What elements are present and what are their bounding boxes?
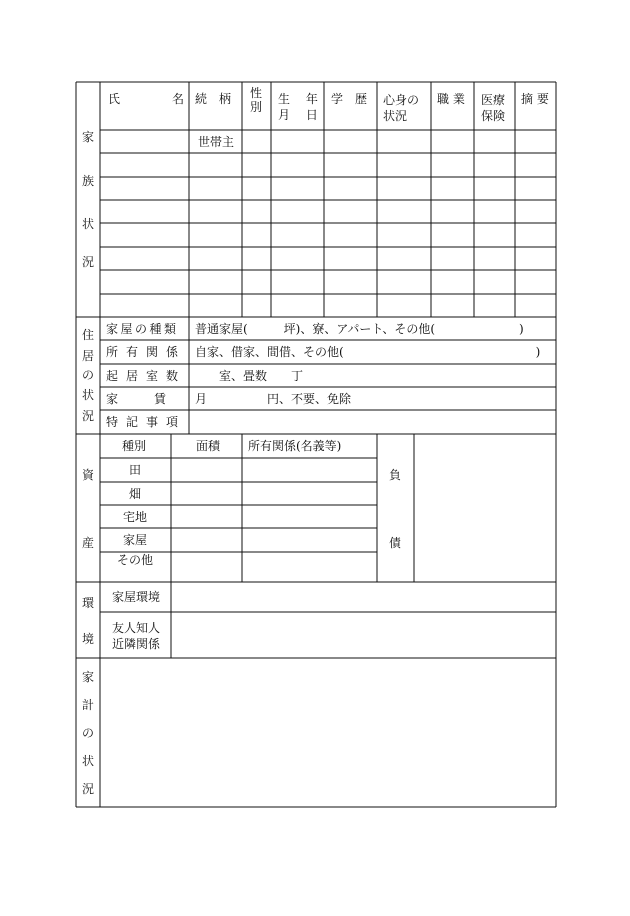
assets-kind-rice-field: 田 [129, 463, 142, 477]
budget-section-label-1: 家 [81, 670, 94, 684]
header-dob-b: 月 日 [278, 108, 318, 122]
housing-section-label-3: の [81, 368, 94, 382]
assets-header-area: 面積 [196, 439, 221, 453]
housing-key-type: 家屋の種類 [106, 322, 179, 336]
header-relation: 続 柄 [195, 92, 232, 106]
assets-section-label-2: 産 [81, 536, 94, 550]
environment-neighbors: 友人知人 近隣関係 [112, 621, 161, 651]
housing-key-rooms: 起居室数 [106, 369, 187, 383]
assets-kind-dry-field: 畑 [129, 487, 142, 501]
relation-householder: 世帯主 [198, 135, 235, 149]
budget-section-label-5: 況 [81, 782, 94, 796]
housing-key-ownership: 所有関係 [106, 345, 187, 359]
assets-kind-house: 家屋 [123, 533, 148, 547]
assets-header-kind: 種別 [122, 439, 147, 453]
housing-value-ownership: 自家、借家、間借、その他( ) [195, 345, 541, 359]
environment-section-label-2: 境 [81, 632, 94, 646]
assets-section-label-1: 資 [81, 468, 94, 482]
family-section-label-4: 況 [81, 255, 94, 269]
environment-section-label-1: 環 [81, 596, 94, 610]
debt-label-2: 債 [388, 536, 401, 550]
family-section-label-1: 家 [81, 130, 94, 144]
assets-header-ownership: 所有関係(名義等) [248, 439, 342, 453]
housing-value-rent: 月 円、不要、免除 [195, 392, 352, 406]
budget-section-label-4: 状 [81, 754, 94, 768]
environment-house: 家屋環境 [112, 590, 161, 604]
assets-kind-other: その他 [117, 553, 154, 567]
housing-section-label-2: 居 [81, 349, 94, 363]
assets-kind-residential-land: 宅地 [123, 510, 148, 524]
header-sex: 性 別 [250, 86, 263, 114]
housing-section-label-1: 住 [81, 328, 94, 342]
housing-value-rooms: 室、畳数 丁 [195, 369, 304, 383]
family-section-label-2: 族 [81, 174, 94, 188]
header-name-a: 氏 [108, 92, 121, 106]
housing-key-remarks: 特記事項 [106, 415, 187, 429]
header-job: 職 業 [437, 92, 465, 106]
family-section-label-3: 状 [81, 217, 94, 231]
header-insurance: 医療 保険 [481, 93, 506, 123]
housing-section-label-5: 況 [81, 409, 94, 423]
budget-section-label-3: の [81, 726, 94, 740]
budget-section-label-2: 計 [81, 698, 94, 712]
header-health: 心身の 状況 [383, 93, 420, 123]
housing-section-label-4: 状 [81, 388, 94, 402]
housing-value-type: 普通家屋( 坪)、寮、アパート、その他( ) [195, 322, 524, 336]
header-name-b: 名 [172, 92, 185, 106]
debt-label-1: 負 [388, 468, 401, 482]
housing-key-rent: 家 賃 [106, 392, 167, 406]
header-education: 学 歴 [331, 92, 368, 106]
header-notes: 摘 要 [521, 92, 549, 106]
header-dob-a: 生 年 [278, 92, 318, 106]
